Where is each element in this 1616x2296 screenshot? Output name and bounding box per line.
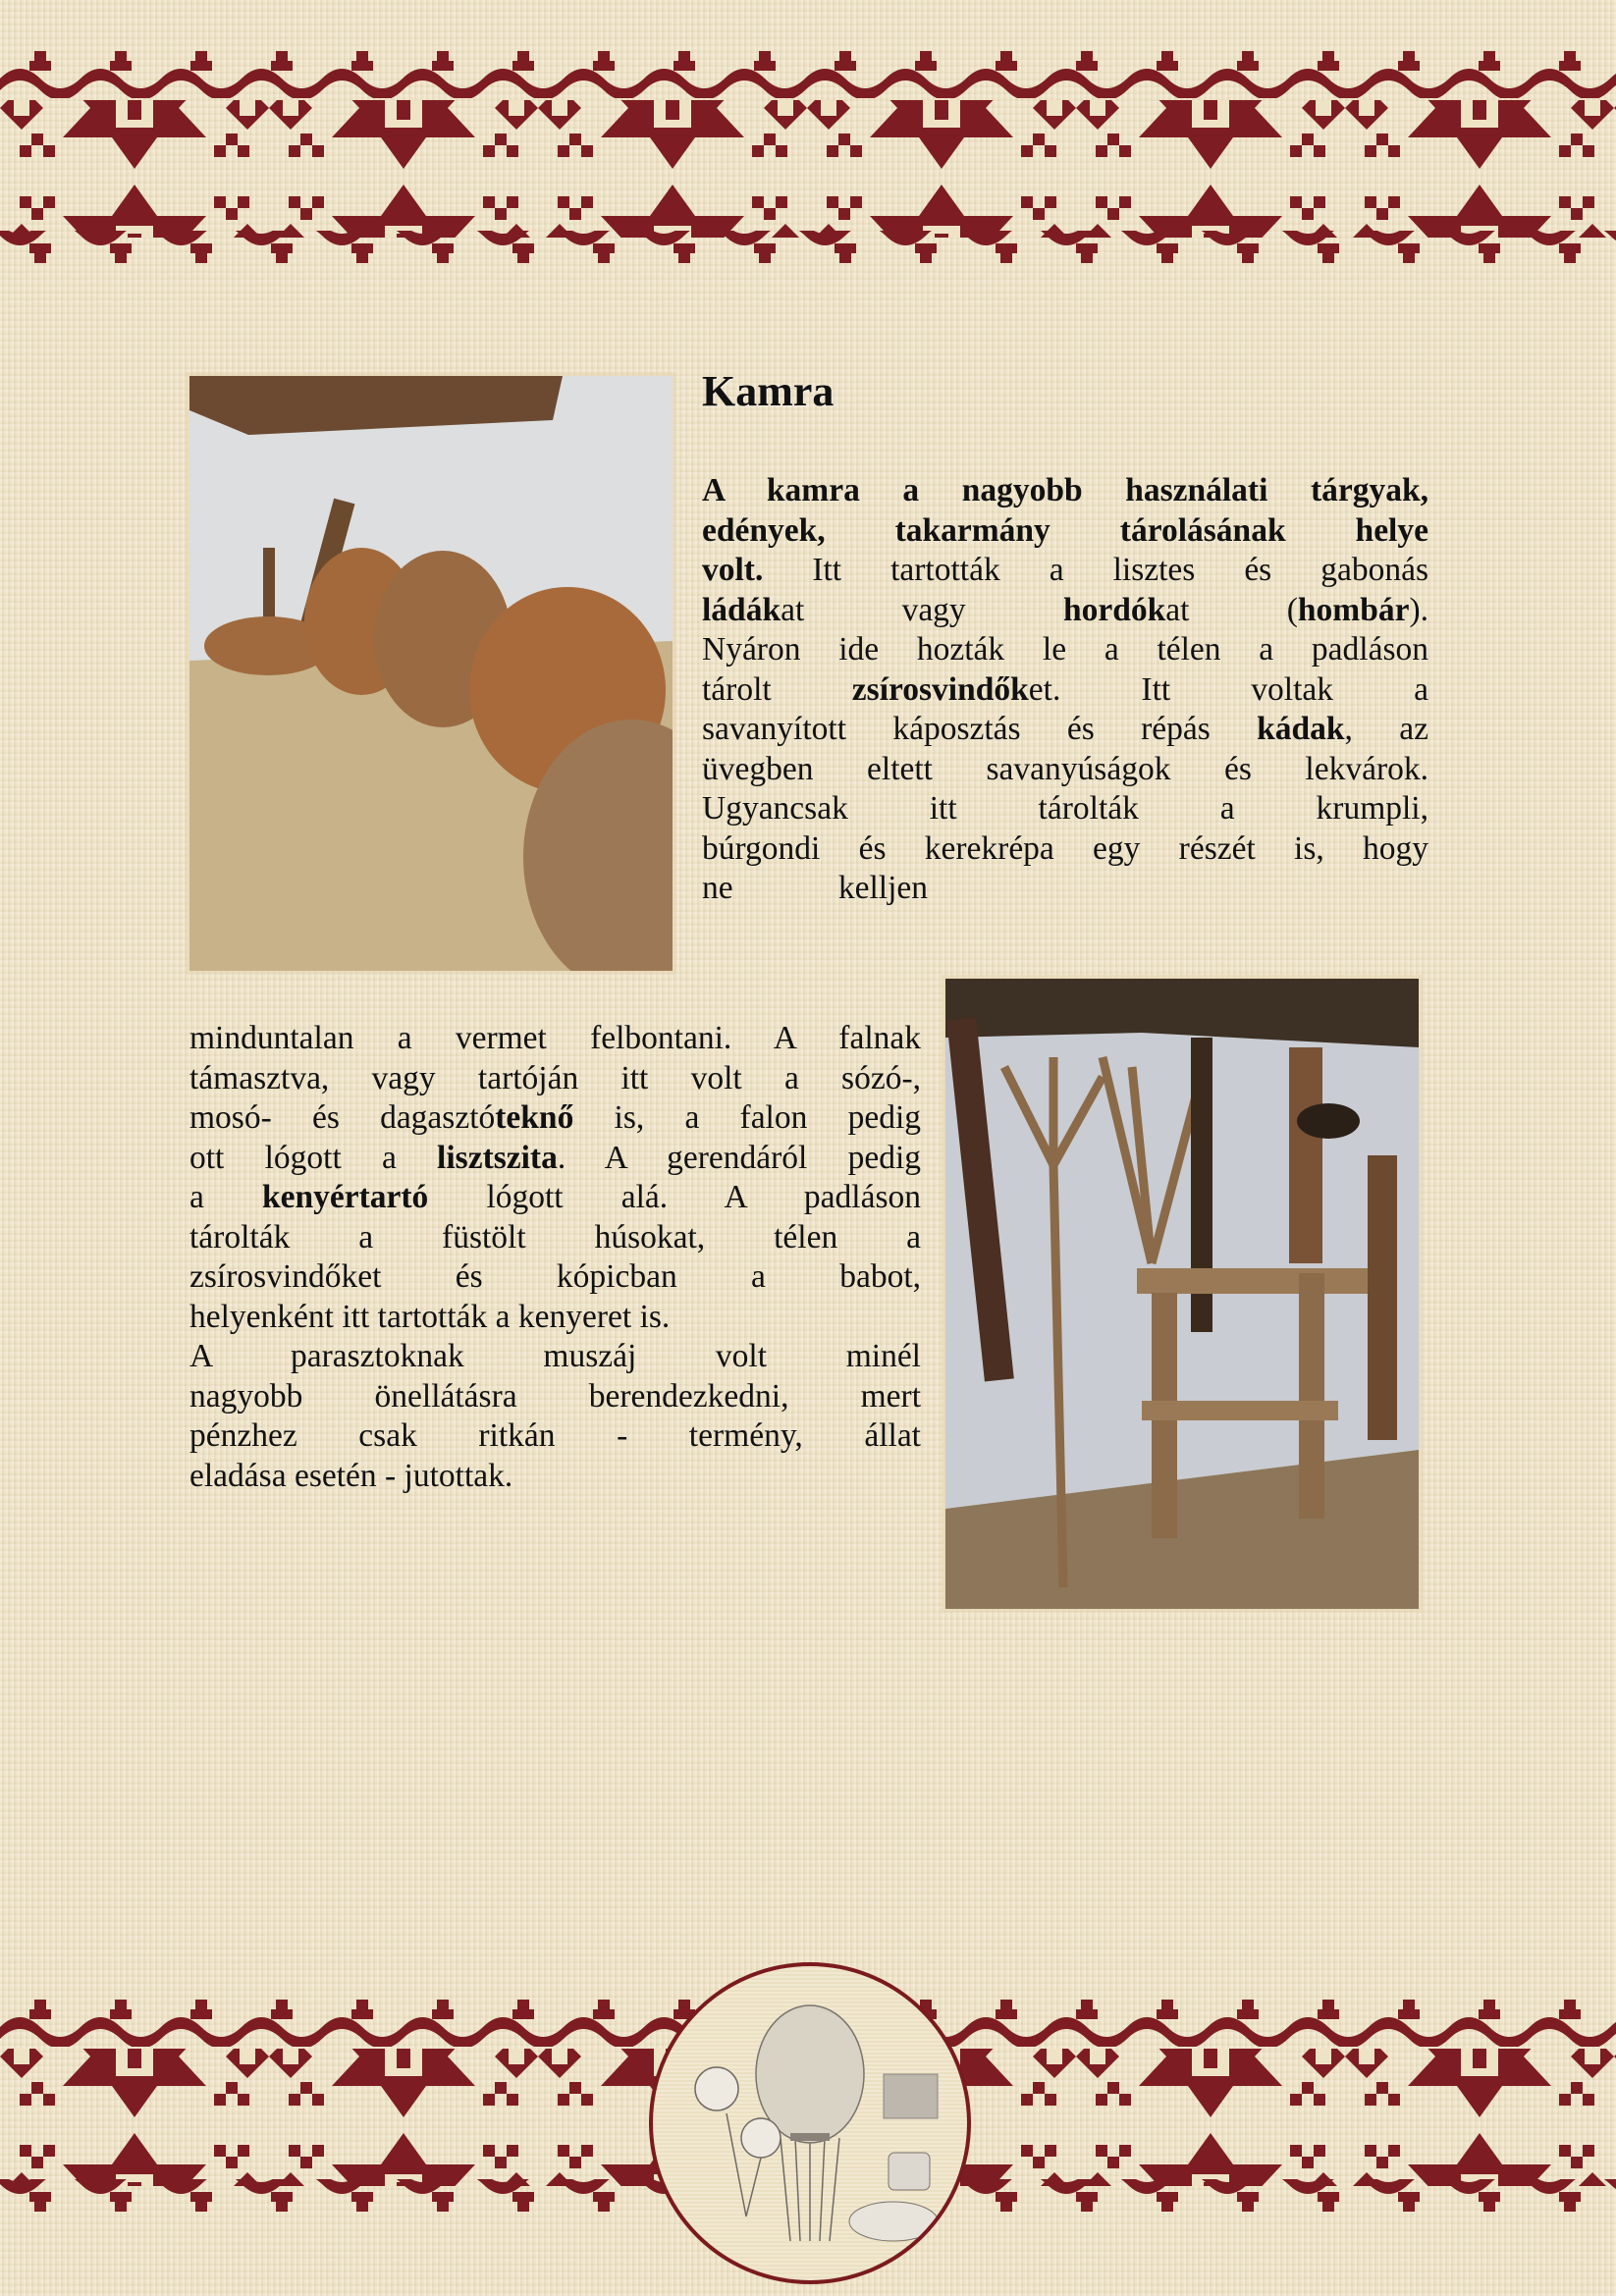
text-line	[702, 630, 1428, 670]
text-segment: ott lógott a	[189, 1139, 438, 1176]
bold-term: A kamra a nagyobb használati tárgyak,	[702, 472, 1428, 508]
text-segment: nagyobb önellátásra berendezkedni, mert	[189, 1377, 921, 1415]
page-title: Kamra	[702, 367, 835, 415]
text-segment: savanyított káposztás és répás	[702, 711, 1258, 747]
text-segment: búrgondi és kerekrépa egy részét is, hogy	[702, 829, 1428, 867]
text-segment: minduntalan a vermet felbontani. A falnak	[189, 1020, 921, 1056]
text-line	[189, 1218, 921, 1258]
bold-term: ládák	[702, 591, 781, 628]
bold-term: volt.	[702, 552, 764, 588]
text-segment: eladása esetén - jutottak.	[189, 1457, 513, 1494]
text-line	[702, 511, 1428, 552]
text-segment: Ugyancsak itt tárolták a krumpli,	[702, 790, 1428, 827]
text-line	[702, 789, 1428, 829]
text-line	[189, 1098, 921, 1139]
text-segment: lógott alá. A padláson	[428, 1179, 921, 1215]
text-segment: tárolták a füstölt húsokat, télen a	[189, 1218, 921, 1255]
bold-term: hordók	[1063, 591, 1166, 628]
text-line	[702, 710, 1428, 750]
bold-term: edények, takarmány tárolásának helye	[702, 511, 1428, 549]
text-line	[189, 1298, 921, 1338]
wooden-tools-photo	[945, 979, 1419, 1609]
storage-room-photo	[189, 376, 673, 971]
text-segment: pénzhez csak ritkán - termény, állat	[189, 1417, 921, 1454]
embroidery-pattern-icon	[0, 39, 1616, 265]
text-segment: A parasztoknak muszáj volt minél	[189, 1338, 921, 1374]
bold-term: teknő	[495, 1099, 574, 1136]
text-line: ne kelljen	[702, 870, 928, 906]
text-segment: , az	[1344, 711, 1428, 747]
text-line	[189, 1416, 921, 1457]
text-segment: tárolt	[702, 670, 852, 708]
text-line	[702, 829, 1428, 870]
body-paragraph	[189, 1019, 921, 1496]
text-segment: . A gerendáról pedig	[557, 1139, 921, 1176]
text-segment: Nyáron ide hozták le a télen a padláson	[702, 631, 1428, 667]
top-embroidery-border	[0, 39, 1616, 265]
bold-term: hombár	[1297, 591, 1410, 628]
bold-term: zsírosvindők	[851, 670, 1029, 708]
text-line	[189, 1457, 921, 1497]
intro-paragraph	[702, 471, 1428, 869]
text-line	[702, 551, 1428, 591]
text-line	[189, 1377, 921, 1417]
text-segment: támasztva, vagy tartóján itt volt a sózó-,	[189, 1059, 921, 1096]
text-line	[189, 1337, 921, 1377]
text-line	[702, 471, 1428, 511]
text-line	[702, 591, 1428, 631]
text-segment: helyenként itt tartották a kenyeret is.	[189, 1298, 671, 1335]
text-segment: zsírosvindőket és kópicban a babot,	[189, 1258, 921, 1295]
text-segment: is, a falon pedig	[573, 1099, 921, 1136]
text-line	[189, 1019, 921, 1059]
text-line	[189, 1178, 921, 1218]
text-segment: ).	[1409, 591, 1428, 628]
text-line	[702, 750, 1428, 790]
text-segment: at vagy	[781, 591, 1063, 628]
text-segment: et. Itt voltak a	[1028, 670, 1428, 708]
photo-image-icon	[189, 376, 673, 971]
text-segment: üvegben eltett savanyúságok és lekvárok.	[702, 750, 1428, 787]
flax-sheaf-icon	[653, 1966, 967, 2280]
text-segment: mosó- és dagasztó	[189, 1099, 496, 1136]
text-segment: at (	[1165, 591, 1298, 628]
bold-term: kádak	[1257, 711, 1345, 747]
text-segment: Itt tartották a lisztes és gabonás	[763, 552, 1428, 588]
text-segment: a	[189, 1179, 262, 1215]
text-line	[189, 1139, 921, 1179]
paragraph-wrap-line	[702, 869, 928, 909]
text-line	[189, 1257, 921, 1298]
bold-term: kenyértartó	[262, 1179, 429, 1215]
photo-image-icon	[945, 979, 1419, 1609]
flax-illustration-medallion	[649, 1962, 971, 2284]
bold-term: lisztszita	[437, 1139, 558, 1176]
text-line	[189, 1059, 921, 1099]
text-line	[702, 670, 1428, 711]
